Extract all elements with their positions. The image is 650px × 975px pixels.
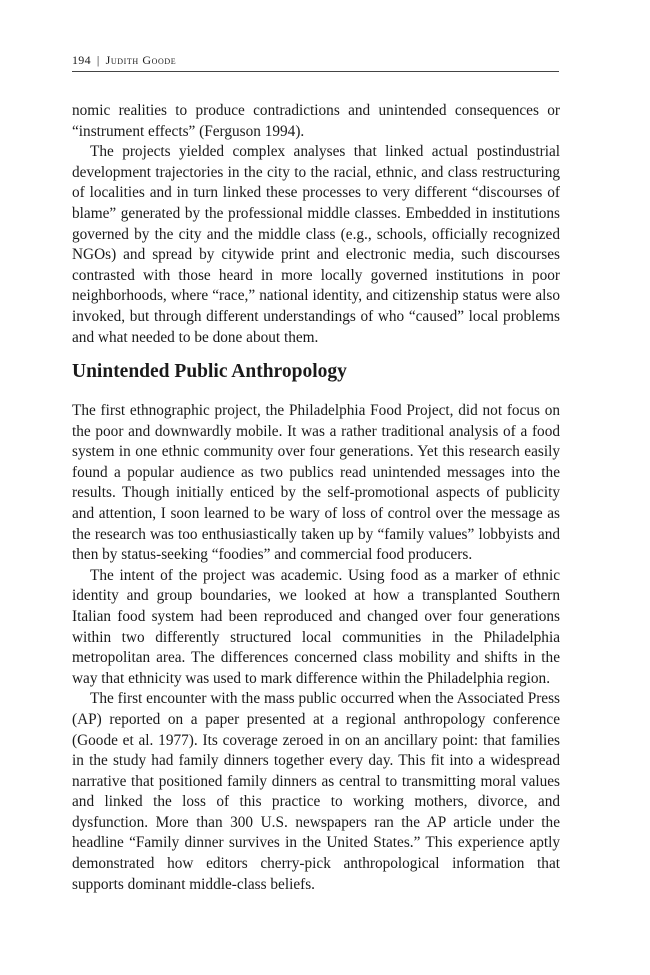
running-head: [72, 53, 559, 72]
running-head-author: Judith Goode: [105, 53, 177, 67]
paragraph: The projects yielded complex analyses that linked actual postindustrial development trajectories in the city to the racial, ethnic, and class restructuring of localities and in turn linked these processes to very different “discourses of blame” generated by the professional middle classes. Embedded in institutions governed by the city and the middle class (e.g., schools, officially recognized NGOs) and spread by citywide print and electronic media, such discourses contrasted with those heard in more locally governed institutions in poor neighborhoods, where “race,” national identity, and citizenship status were also invoked, but through different understandings of who “caused” local problems and what needed to be done about them.: [72, 143, 560, 346]
page-number: 194: [72, 53, 91, 67]
header-separator: |: [96, 53, 100, 67]
body-text-before-heading: [72, 101, 560, 348]
paragraph: The first encounter with the mass public occurred when the Associated Press (AP) reported on a paper presented at a regional anthropology conference (Goode et al. 1977). Its coverage zeroed in on an ancillary point: that families in the study had family dinners together every day. This fit into a widespread narrative that positioned family dinners as central to transmitting moral values and linked the loss of this practice to working mothers, divorce, and dysfunction. More than 300 U.S. newspapers ran the AP article under the headline “Family dinner survives in the United States.” This experience aptly demonstrated how editors cherry-pick anthropological information that supports dominant middle-class beliefs.: [72, 690, 560, 893]
body-text-after-heading: [72, 401, 560, 895]
section-heading: Unintended Public Anthropology: [72, 361, 347, 382]
paragraph-continued: nomic realities to produce contradictions and unintended consequences or “instrument effects” (Ferguson 1994).: [72, 102, 560, 140]
paragraph: The first ethnographic project, the Philadelphia Food Project, did not focus on the poor and downwardly mobile. It was a rather traditional analysis of a food system in one ethnic community over four generations. Yet this research easily found a popular audience as two publics read unintended messages into the results. Though initially enticed by the self-promotional aspects of publicity and attention, I soon learned to be wary of loss of control over the message as the research was too enthusiastically taken up by “family values” lobbyists and then by status-seeking “foodies” and commercial food producers.: [72, 402, 560, 564]
paragraph: The intent of the project was academic. Using food as a marker of ethnic identity and group boundaries, we looked at how a transplanted Southern Italian food system had been reproduced and changed over four generations within two differently structured local communities in the Philadelphia metropolitan area. The differences concerned class mobility and shifts in the way that ethnicity was used to mark difference within the Philadelphia region.: [72, 566, 560, 687]
